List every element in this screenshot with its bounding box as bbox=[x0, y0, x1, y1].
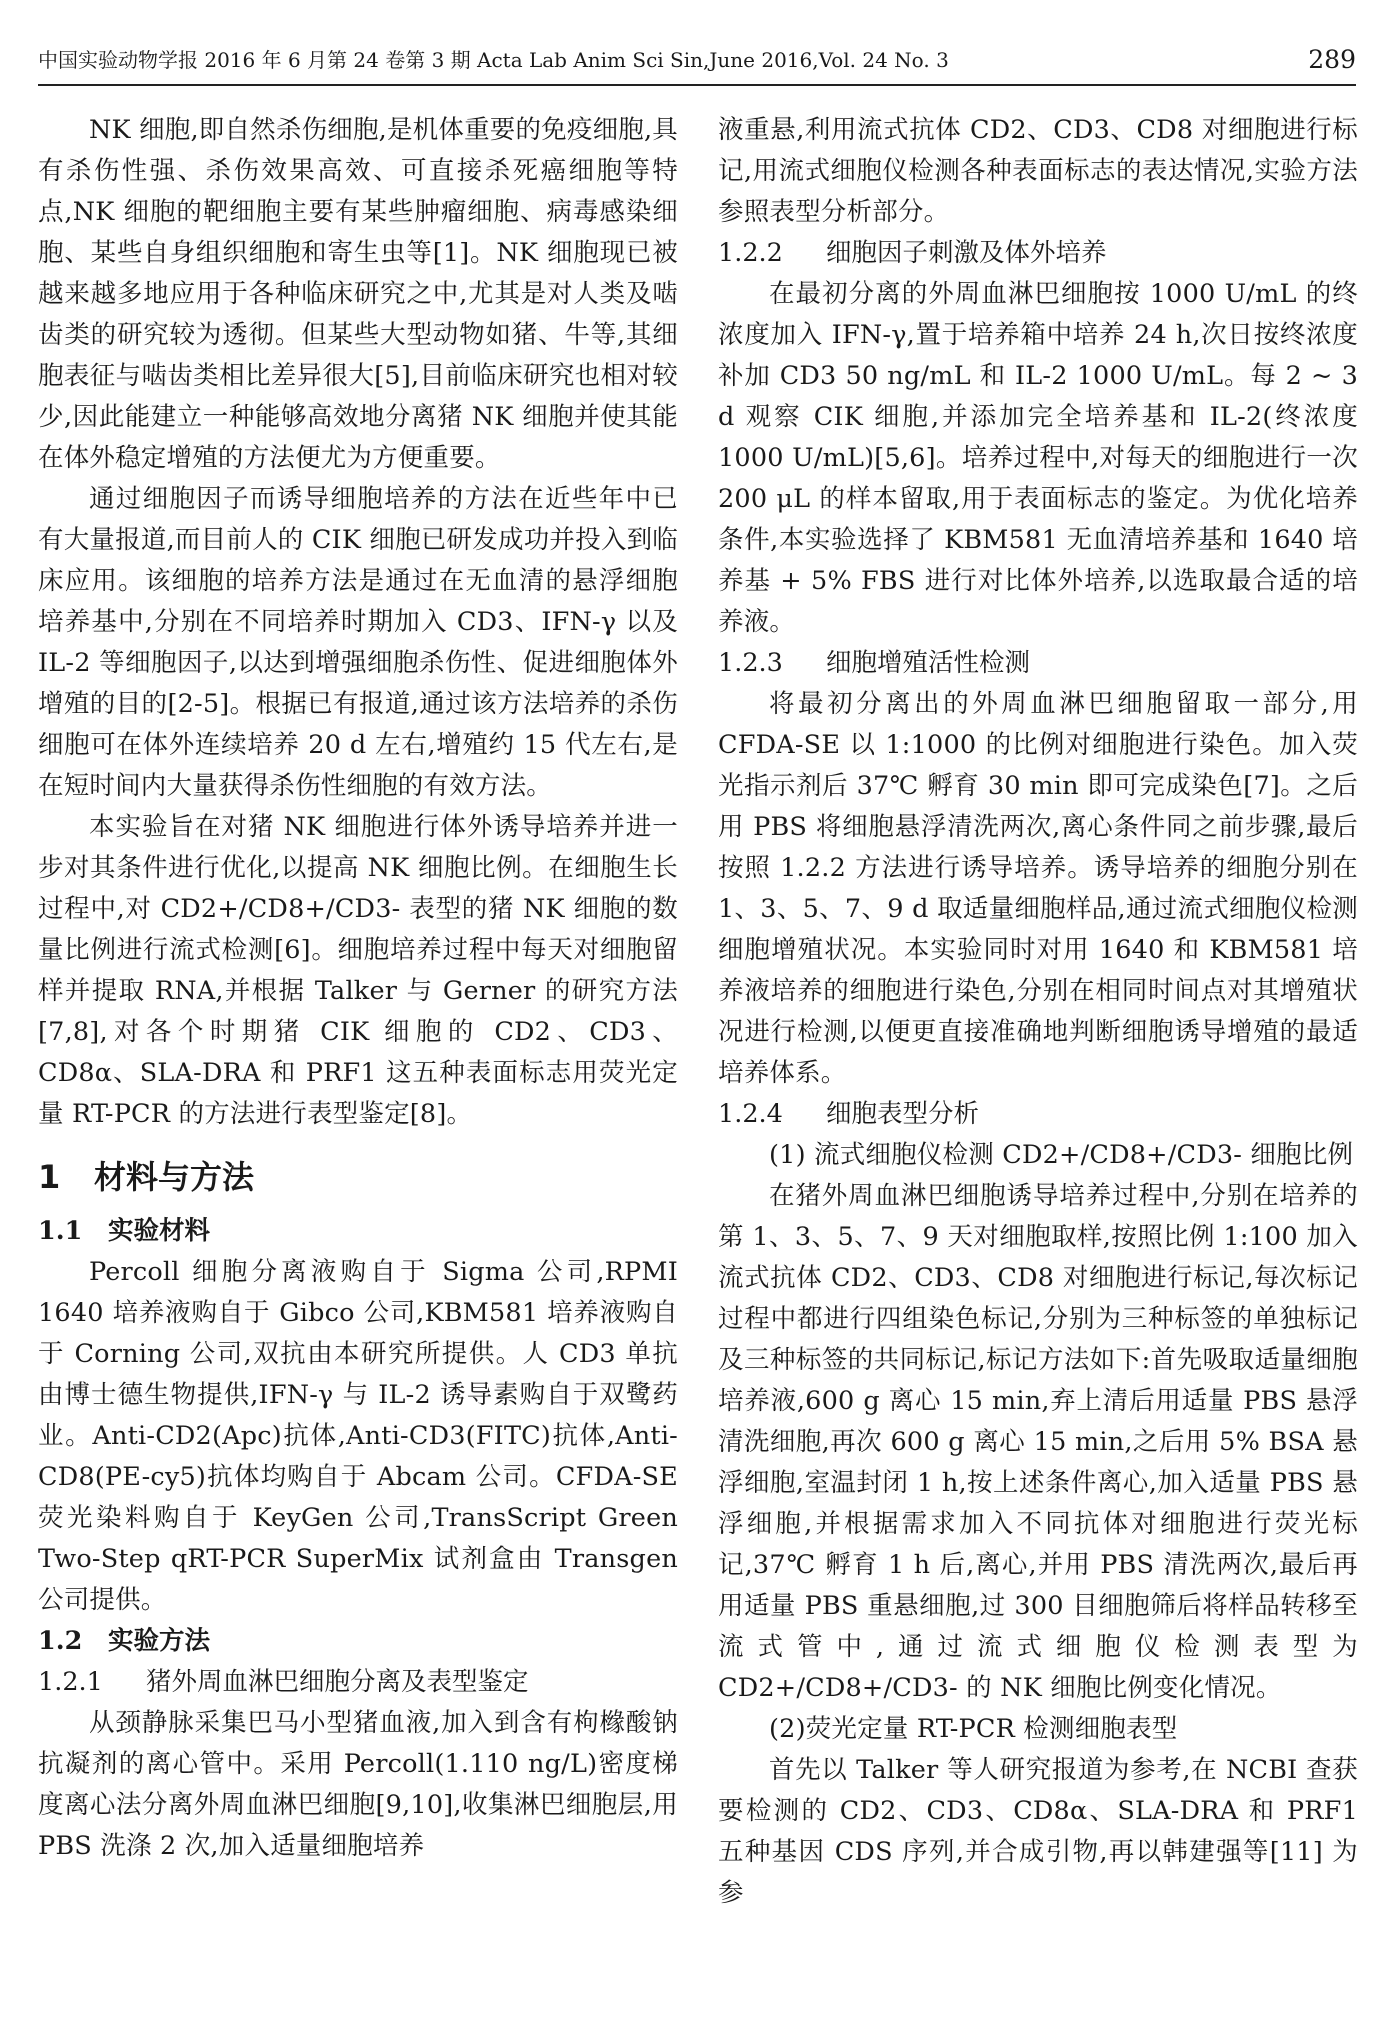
section-heading-1-1 bbox=[38, 1211, 678, 1252]
section-title: 细胞表型分析 bbox=[826, 1099, 980, 1129]
section-heading-1-2-1 bbox=[38, 1662, 678, 1703]
section-heading-1-2-2 bbox=[718, 233, 1358, 274]
section-number: 1.2.2 bbox=[718, 238, 783, 268]
materials-paragraph: Percoll 细胞分离液购自于 Sigma 公司,RPMI 1640 培养液购自于 Gibco 公司,KBM581 培养液购自于 Corning 公司,双抗由本研究所提供。人 CD3 单抗由博士德生物提供,IFN-γ 与 IL-2 诱导素购自于双鹭药业。Anti-CD2(Apc)抗体,Anti-CD3(FITC)抗体,Anti-CD8(PE-cy5)抗体均购自于 Abcam 公司。CFDA-SE 荧光染料购自于 KeyGen 公司,TransScript Green Two-Step qRT-PCR SuperMix 试剂盒由 Transgen 公司提供。 bbox=[38, 1257, 678, 1615]
section-title: 实验方法 bbox=[108, 1626, 211, 1656]
section-number: 1.2 bbox=[38, 1626, 83, 1656]
section-heading-1-2-3 bbox=[718, 643, 1358, 684]
section-heading-1-2-4 bbox=[718, 1094, 1358, 1135]
page-number: 289 bbox=[1308, 45, 1356, 74]
rt-pcr-paragraph: 首先以 Talker 等人研究报道为参考,在 NCBI 查获要检测的 CD2、CD3、CD8α、SLA-DRA 和 PRF1 五种基因 CDS 序列,并合成引物,再以韩建强等[11] 为参 bbox=[718, 1755, 1358, 1908]
section-title: 猪外周血淋巴细胞分离及表型鉴定 bbox=[146, 1667, 529, 1697]
intro-paragraph-1: NK 细胞,即自然杀伤细胞,是机体重要的免疫细胞,具有杀伤性强、杀伤效果高效、可直接杀死癌细胞等特点,NK 细胞的靶细胞主要有某些肿瘤细胞、病毒感染细胞、某些自身组织细胞和寄生虫等[1]。NK 细胞现已被越来越多地应用于各种临床研究之中,尤其是对人类及啮齿类的研究较为透彻。但某些大型动物如猪、牛等,其细胞表征与啮齿类相比差异很大[5],目前临床研究也相对较少,因此能建立一种能够高效地分离猪 NK 细胞并使其能在体外稳定增殖的方法便尤为方便重要。 bbox=[38, 115, 678, 473]
section-number: 1.2.3 bbox=[718, 648, 783, 678]
section-title: 细胞因子刺激及体外培养 bbox=[826, 238, 1107, 268]
left-column bbox=[38, 110, 678, 1867]
subsection-flow-cytometry-title: (1) 流式细胞仪检测 CD2+/CD8+/CD3- 细胞比例 bbox=[769, 1140, 1354, 1170]
section-title: 材料与方法 bbox=[94, 1158, 255, 1196]
section-heading-1-2 bbox=[38, 1621, 678, 1662]
running-header bbox=[38, 36, 1356, 84]
section-number: 1 bbox=[38, 1158, 61, 1196]
section-title: 实验材料 bbox=[108, 1216, 211, 1246]
intro-paragraph-2: 通过细胞因子而诱导细胞培养的方法在近些年中已有大量报道,而目前人的 CIK 细胞已研发成功并投入到临床应用。该细胞的培养方法是通过在无血清的悬浮细胞培养基中,分别在不同培养时期加入 CD3、IFN-γ 以及 IL-2 等细胞因子,以达到增强细胞杀伤性、促进细胞体外增殖的目的[2-5]。根据已有报道,通过该方法培养的杀伤细胞可在体外连续培养 20 d 左右,增殖约 15 代左右,是在短时间内大量获得杀伤性细胞的有效方法。 bbox=[38, 484, 678, 801]
right-column bbox=[718, 110, 1358, 1914]
journal-citation: 中国实验动物学报 2016 年 6 月第 24 卷第 3 期 Acta Lab Anim Sci Sin,June 2016,Vol. 24 No. 3 bbox=[38, 48, 949, 72]
method-1-2-3-paragraph: 将最初分离出的外周血淋巴细胞留取一部分,用 CFDA-SE 以 1:1000 的比例对细胞进行染色。加入荧光指示剂后 37℃ 孵育 30 min 即可完成染色[7]。之后用 PBS 将细胞悬浮清洗两次,离心条件同之前步骤,最后按照 1.2.2 方法进行诱导培养。诱导培养的细胞分别在 1、3、5、7、9 d 取适量细胞样品,通过流式细胞仪检测细胞增殖状况。本实验同时对用 1640 和 KBM581 培养液培养的细胞进行染色,分别在相同时间点对其增殖状况进行检测,以便更直接准确地判断细胞诱导增殖的最适培养体系。 bbox=[718, 689, 1358, 1088]
section-number: 1.2.1 bbox=[38, 1667, 103, 1697]
method-1-2-2-paragraph: 在最初分离的外周血淋巴细胞按 1000 U/mL 的终浓度加入 IFN-γ,置于培养箱中培养 24 h,次日按终浓度补加 CD3 50 ng/mL 和 IL-2 1000 U/mL。每 2 ~ 3 d 观察 CIK 细胞,并添加完全培养基和 IL-2(终浓度 1000 U/mL)[5,6]。培养过程中,对每天的细胞进行一次 200 μL 的样本留取,用于表面标志的鉴定。为优化培养条件,本实验选择了 KBM581 无血清培养基和 1640 培养基 + 5% FBS 进行对比体外培养,以选取最合适的培养液。 bbox=[718, 279, 1358, 637]
section-heading-1 bbox=[38, 1149, 678, 1205]
section-number: 1.1 bbox=[38, 1216, 83, 1246]
method-1-2-1-paragraph: 从颈静脉采集巴马小型猪血液,加入到含有枸橼酸钠抗凝剂的离心管中。采用 Percoll(1.110 ng/L)密度梯度离心法分离外周血淋巴细胞[9,10],收集淋巴细胞层,用 PBS 洗涤 2 次,加入适量细胞培养 bbox=[38, 1708, 678, 1861]
header-rule bbox=[38, 84, 1356, 86]
method-1-2-1-continued: 液重悬,利用流式抗体 CD2、CD3、CD8 对细胞进行标记,用流式细胞仪检测各种表面标志的表达情况,实验方法参照表型分析部分。 bbox=[718, 115, 1358, 227]
subsection-rt-pcr-title: (2)荧光定量 RT-PCR 检测细胞表型 bbox=[769, 1714, 1178, 1744]
flow-cytometry-paragraph: 在猪外周血淋巴细胞诱导培养过程中,分别在培养的第 1、3、5、7、9 天对细胞取样,按照比例 1:100 加入流式抗体 CD2、CD3、CD8 对细胞进行标记,每次标记过程中都进行四组染色标记,分别为三种标签的单独标记及三种标签的共同标记,标记方法如下:首先吸取适量细胞培养液,600 g 离心 15 min,弃上清后用适量 PBS 悬浮清洗细胞,再次 600 g 离心 15 min,之后用 5% BSA 悬浮细胞,室温封闭 1 h,按上述条件离心,加入适量 PBS 悬浮细胞,并根据需求加入不同抗体对细胞进行荧光标记,37℃ 孵育 1 h 后,离心,并用 PBS 清洗两次,最后再用适量 PBS 重悬细胞,过 300 目细胞筛后将样品转移至流式管中,通过流式细胞仪检测表型为 CD2+/CD8+/CD3- 的 NK 细胞比例变化情况。 bbox=[718, 1181, 1358, 1703]
intro-paragraph-3: 本实验旨在对猪 NK 细胞进行体外诱导培养并进一步对其条件进行优化,以提高 NK 细胞比例。在细胞生长过程中,对 CD2+/CD8+/CD3- 表型的猪 NK 细胞的数量比例进行流式检测[6]。细胞培养过程中每天对细胞留样并提取 RNA,并根据 Talker 与 Gerner 的研究方法[7,8],对各个时期猪 CIK 细胞的 CD2、CD3、CD8α、SLA-DRA 和 PRF1 这五种表面标志用荧光定量 RT-PCR 的方法进行表型鉴定[8]。 bbox=[38, 812, 678, 1129]
section-title: 细胞增殖活性检测 bbox=[826, 648, 1031, 678]
section-number: 1.2.4 bbox=[718, 1099, 783, 1129]
